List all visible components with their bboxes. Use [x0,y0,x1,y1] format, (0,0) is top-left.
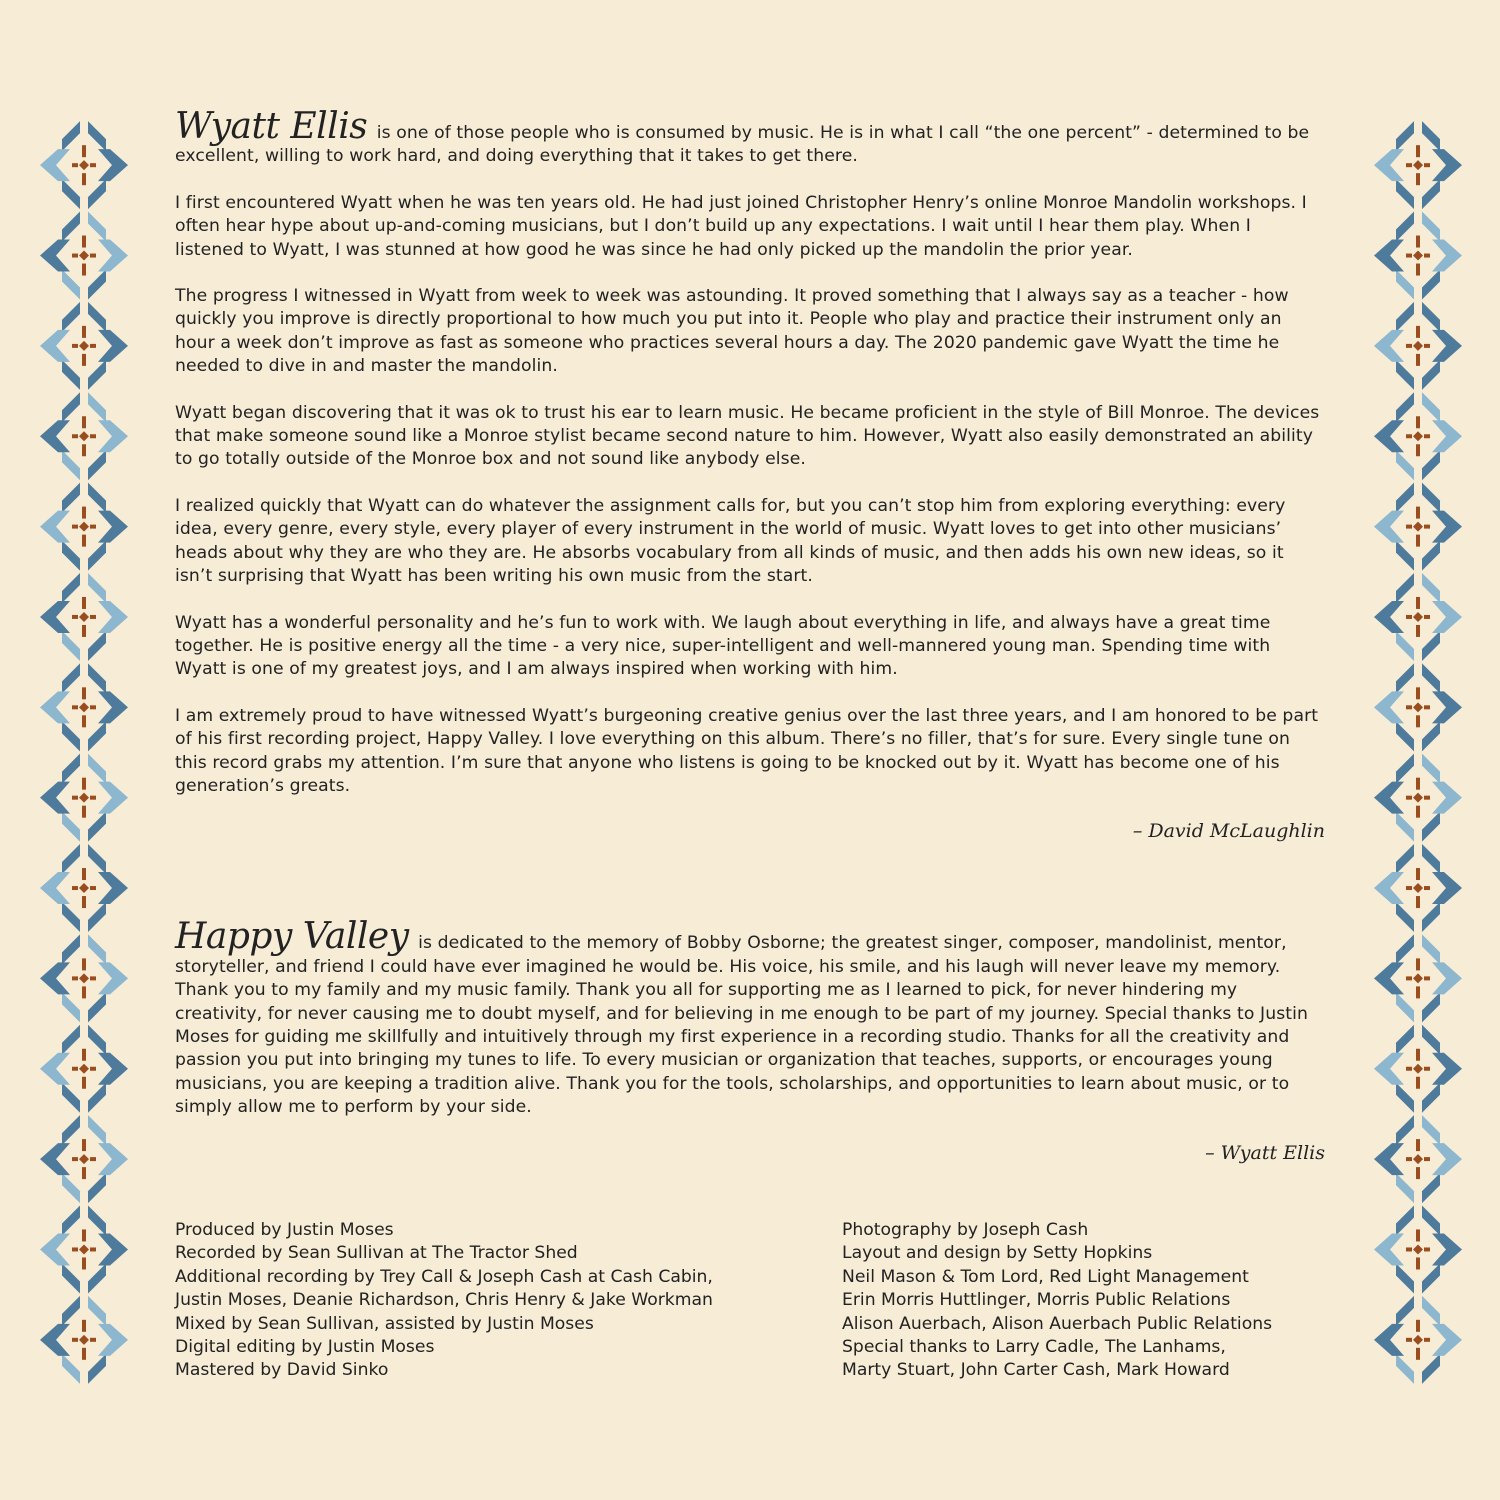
star-quilt-pattern-icon [1374,1115,1462,1203]
credits-right-column [842,1219,1325,1383]
tribute-paragraph-3: The progress I witnessed in Wyatt from week to week was astounding. It proved something that I always say as a teacher - how quickly you improve is directly proportional to how much you put into it. People who play and practice their instrument only an hour a week don’t improve as fast as someone who practices several hours a day. The 2020 pandemic gave Wyatt the time he needed to dive in and master the mandolin. [175,286,1289,377]
star-quilt-pattern-icon [1374,1205,1462,1293]
right-quilt-border [1374,120,1462,1385]
tribute-paragraph-1: Wyatt Ellis is one of those people who is consumed by music. He is in what I call “the one percent” - determined to be excellent, willing to work hard, and doing everything that it takes to get there. [175,106,1310,167]
star-quilt-pattern-icon [40,1025,128,1113]
credit-line: Justin Moses, Deanie Richardson, Chris Henry & Jake Workman [175,1290,713,1311]
dedication-section [175,916,1325,1164]
star-quilt-pattern-icon [1374,754,1462,842]
star-quilt-pattern-icon [40,754,128,842]
credit-line: Digital editing by Justin Moses [175,1337,435,1358]
credits [175,1219,1325,1383]
credit-line: Alison Auerbach, Alison Auerbach Public Relations [842,1313,1273,1334]
star-quilt-pattern-icon [40,1296,128,1384]
signature-david-mclaughlin: – David McLaughlin [1132,820,1325,843]
credit-line: Erin Morris Huttlinger, Morris Public Relations [842,1290,1231,1311]
star-quilt-pattern-icon [40,302,128,390]
star-quilt-pattern-icon [1374,121,1462,209]
credit-line: Marty Stuart, John Carter Cash, Mark Howard [842,1360,1230,1381]
lead-name: Wyatt Ellis [175,106,368,147]
credit-line: Additional recording by Trey Call & Joseph Cash at Cash Cabin, [175,1266,713,1287]
star-quilt-pattern-icon [1374,573,1462,661]
star-quilt-pattern-icon [1374,302,1462,390]
credit-line: Neil Mason & Tom Lord, Red Light Management [842,1266,1249,1287]
tribute-paragraph-4: Wyatt began discovering that it was ok to trust his ear to learn music. He became proficient in the style of Bill Monroe. The devices that make someone sound like a Monroe stylist became second nature to him. However, Wyatt also easily demonstrated an ability to go totally outside of the Monroe box and not sound like anybody else. [175,402,1320,470]
star-quilt-pattern-icon [1374,663,1462,751]
signature-wyatt-ellis: – Wyatt Ellis [1205,1141,1325,1164]
star-quilt-pattern-icon [40,573,128,661]
star-quilt-pattern-icon [40,121,128,209]
credit-line: Layout and design by Setty Hopkins [842,1243,1153,1264]
star-quilt-pattern-icon [40,392,128,480]
star-quilt-pattern-icon [1374,392,1462,480]
star-quilt-pattern-icon [40,844,128,932]
star-quilt-pattern-icon [1374,483,1462,571]
credit-line: Produced by Justin Moses [175,1220,394,1240]
credit-line: Photography by Joseph Cash [842,1220,1089,1240]
dedication-paragraph: Happy Valley is dedicated to the memory of Bobby Osborne; the greatest singer, composer, mandolinist, mentor, storyteller, and friend I could have ever imagined he would be. His voice, his smile, and his laugh will never leave my memory. Thank you to my family and my music family. Thank you all for supporting me as I learned to pick, for never hindering my creativity, for never causing me to doubt myself, and for believing in me enough to be part of my journey. Special thanks to Justin Moses for guiding me skillfully and intuitively through my first experience in a recording studio. Thanks for all the creativity and passion you put into bringing my tunes to life. To every musician or organization that teaches, supports, or encourages young musicians, you are keeping a tradition alive. Thank you for the tools, scholarships, and opportunities to learn about music, or to simply allow me to perform by your side. [175,916,1308,1118]
star-quilt-pattern-icon [40,1205,128,1293]
album-title: Happy Valley [175,916,409,958]
tribute-paragraph-6: Wyatt has a wonderful personality and he’s fun to work with. We laugh about everything in life, and always have a great time together. He is positive energy all the time - a very nice, super-intelligent and well-mannered young man. Spending time with Wyatt is one of my greatest joys, and I am always inspired when working with him. [175,612,1271,680]
liner-notes [175,106,1325,1165]
tribute-paragraph-2: I first encountered Wyatt when he was ten years old. He had just joined Christopher Henry’s online Monroe Mandolin workshops. I often hear hype about up-and-coming musicians, but I don’t build up any expectations. I wait until I hear them play. When I listened to Wyatt, I was stunned at how good he was since he had only picked up the mandolin the prior year. [175,192,1307,260]
star-quilt-pattern-icon [1374,212,1462,300]
tribute-paragraph-5: I realized quickly that Wyatt can do whatever the assignment calls for, but you can’t stop him from exploring everything: every idea, every genre, every style, every player of every instrument in the world of music. Wyatt loves to get into other musicians’ heads about why they are who they are. He absorbs vocabulary from all kinds of music, and then adds his own new ideas, so it isn’t surprising that Wyatt has been writing his own music from the start. [175,495,1286,587]
star-quilt-pattern-icon [40,663,128,751]
tribute-section [175,106,1325,843]
star-quilt-pattern-icon [1374,1025,1462,1113]
credit-line: Recorded by Sean Sullivan at The Tractor Shed [175,1243,578,1264]
credit-line: Mixed by Sean Sullivan, assisted by Justin Moses [175,1313,594,1334]
star-quilt-pattern-icon [40,483,128,571]
credit-line: Mastered by David Sinko [175,1360,389,1381]
tribute-paragraph-7: I am extremely proud to have witnessed Wyatt’s burgeoning creative genius over the last three years, and I am honored to be part of his first recording project, Happy Valley. I love everything on this album. There’s no filler, that’s for sure. Every single tune on this record grabs my attention. I’m sure that anyone who listens is going to be knocked out by it. Wyatt has become one of his generation’s greats. [175,705,1319,796]
star-quilt-pattern-icon [1374,1296,1462,1384]
star-quilt-pattern-icon [1374,934,1462,1022]
credits-left-column [175,1219,842,1383]
credit-line: Special thanks to Larry Cadle, The Lanhams, [842,1337,1226,1358]
star-quilt-pattern-icon [40,934,128,1022]
star-quilt-pattern-icon [40,212,128,300]
star-quilt-pattern-icon [1374,844,1462,932]
star-quilt-pattern-icon [40,1115,128,1203]
left-quilt-border [40,120,128,1385]
